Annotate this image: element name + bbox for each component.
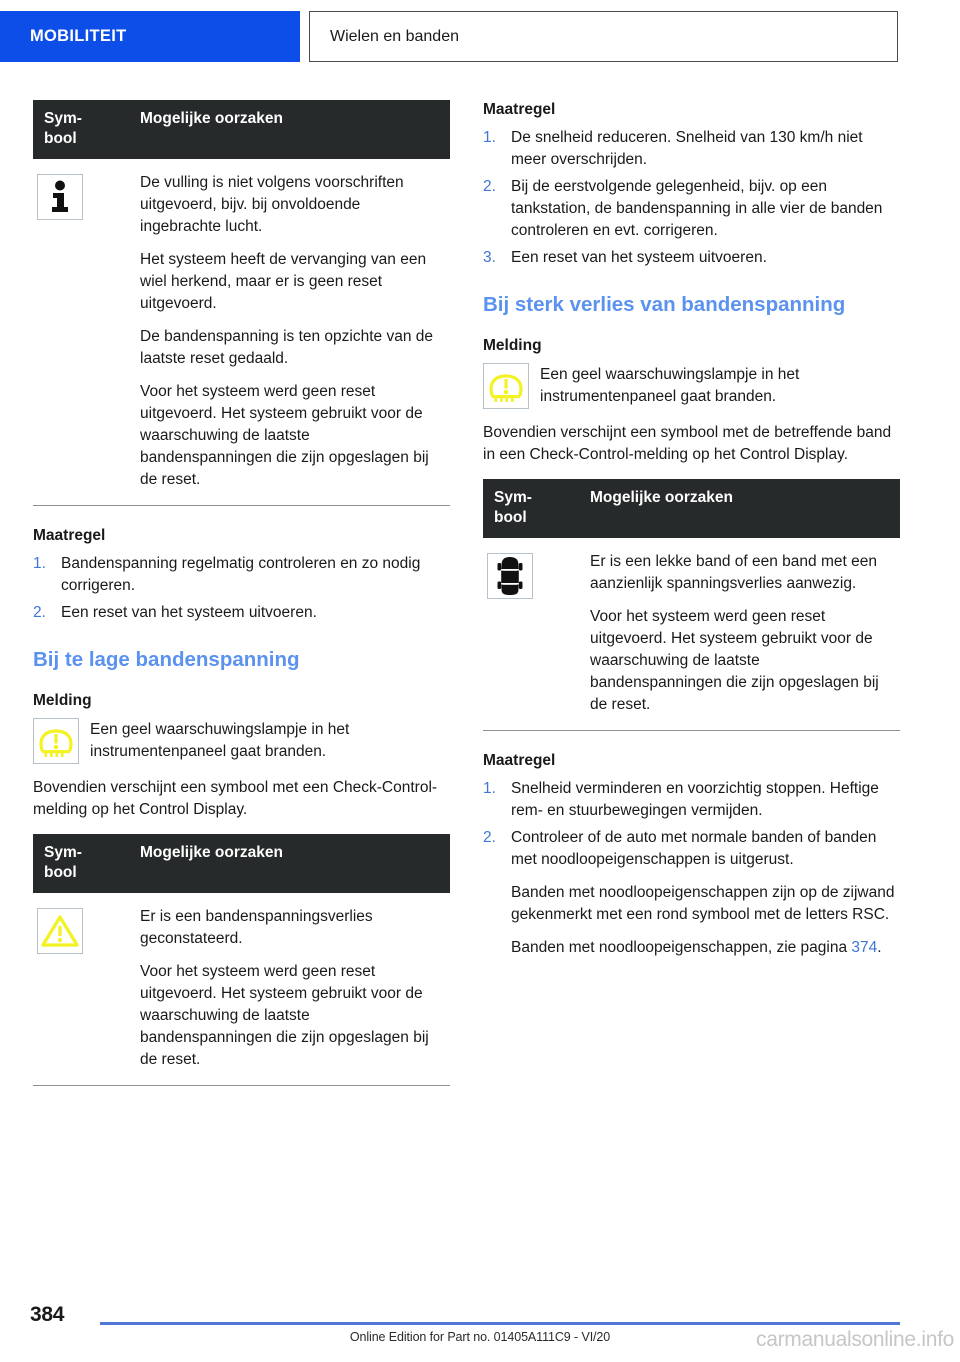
maatregel-heading: Maatregel xyxy=(483,101,556,118)
melding-heading: Melding xyxy=(483,337,542,355)
list-item xyxy=(33,553,450,597)
symbol-causes-table-2 xyxy=(33,834,450,1085)
right-column xyxy=(483,100,900,959)
left-column xyxy=(33,100,450,1086)
footer-edition-note: Online Edition for Part no. 01405A111C9 - VI/20 xyxy=(349,1330,611,1344)
list-item-number: 1. xyxy=(33,554,46,572)
maatregel-heading: Maatregel xyxy=(33,526,106,544)
symbol-causes-table-3 xyxy=(483,479,900,730)
page-reference-suffix: . xyxy=(877,939,882,957)
melding-row xyxy=(483,363,900,409)
table-row xyxy=(33,159,450,505)
symbol-causes-table-1 xyxy=(33,100,450,505)
list-item-text: Bij de eerstvolgende gelegenheid, bijv. op een tankstation, de bandenspanning in alle vier de banden controleren en evt. corrigeren. xyxy=(511,178,883,240)
cause-paragraph: Er is een bandenspanningsverlies geconstateerd. xyxy=(140,907,373,947)
list-item-number: 2. xyxy=(483,178,496,196)
header-chapter-label: MOBILITEIT xyxy=(0,11,300,62)
column-header-symbol xyxy=(33,834,130,893)
cause-paragraph: Het systeem heeft de vervanging van een wiel herkend, maar er is geen reset uitgevoerd. xyxy=(140,250,427,312)
bovendien-paragraph: Bovendien verschijnt een symbool met de betreffende band in een Check-Control-melding op het Control Display. xyxy=(483,424,892,464)
list-item-number: 2. xyxy=(483,829,496,847)
maatregel-step-list xyxy=(33,553,450,624)
list-item-number: 2. xyxy=(33,603,46,621)
list-item-text: Snelheid verminderen en voorzichtig stoppen. Heftige rem- en stuurbewegingen vermijden. xyxy=(511,780,879,820)
maatregel-step-list-2 xyxy=(483,778,900,959)
table-row xyxy=(483,538,900,730)
list-item xyxy=(483,827,900,959)
cause-paragraph: De bandenspanning is ten opzichte van de laatste reset gedaald. xyxy=(140,327,433,367)
maatregel-heading-2: Maatregel xyxy=(483,751,556,769)
symbol-cell xyxy=(483,538,580,730)
column-header-symbol xyxy=(483,479,580,538)
list-item xyxy=(483,176,900,242)
column-header-symbol-line1: Sym- xyxy=(494,489,532,507)
table-header-row xyxy=(33,834,450,893)
list-item-text: Bandenspanning regelmatig controleren en zo nodig corrigeren. xyxy=(61,554,421,594)
section-heading-strong-loss: Bij sterk verlies van bandenspanning xyxy=(483,293,846,317)
column-header-symbol-line1: Sym- xyxy=(44,843,82,861)
column-header-causes: Mogelijke oorzaken xyxy=(130,100,450,159)
header-section-title: Wielen en banden xyxy=(309,11,898,62)
page-reference-link[interactable]: 374 xyxy=(851,939,878,957)
info-icon xyxy=(37,174,83,220)
melding-heading: Melding xyxy=(33,691,92,709)
list-item-text: De snelheid reduceren. Snelheid van 130 km/h niet meer overschrijden. xyxy=(511,129,863,169)
warning-triangle-icon xyxy=(37,908,83,954)
causes-cell xyxy=(130,159,450,505)
list-item xyxy=(483,247,900,269)
table-bottom-rule xyxy=(483,730,900,731)
table-bottom-rule xyxy=(33,1085,450,1086)
tpms-warning-icon xyxy=(483,363,529,409)
column-header-symbol-line2: bool xyxy=(494,509,527,527)
list-item-number: 1. xyxy=(483,780,496,798)
tpms-warning-icon xyxy=(33,718,79,764)
causes-cell xyxy=(580,538,900,730)
table-header-row xyxy=(33,100,450,159)
melding-row xyxy=(33,718,450,764)
list-item xyxy=(483,127,900,171)
cause-paragraph: De vulling is niet volgens voorschriften uitgevoerd, bijv. bij onvoldoende ingebrachte lucht. xyxy=(140,173,404,235)
list-item-number: 1. xyxy=(483,129,496,147)
car-top-view-icon xyxy=(487,553,533,599)
cause-paragraph: Voor het systeem werd geen reset uitgevoerd. Het systeem gebruikt voor de waarschuwing de laatste bandenspanningen die zijn opgeslagen bij de reset. xyxy=(140,962,429,1068)
list-item-extra-text: Banden met noodloopeigenschappen zijn op de zijwand gekenmerkt met een rond symbool met de letters RSC. xyxy=(511,884,895,924)
list-item-number: 3. xyxy=(483,249,496,267)
bovendien-paragraph: Bovendien verschijnt een symbool met een Check-Control-melding op het Control Display. xyxy=(33,778,438,818)
column-header-symbol-line2: bool xyxy=(44,129,77,147)
column-header-causes: Mogelijke oorzaken xyxy=(130,834,450,893)
cause-paragraph: Er is een lekke band of een band met een aanzienlijk spanningsverlies aanwezig. xyxy=(590,552,877,592)
table-bottom-rule xyxy=(33,505,450,506)
symbol-cell xyxy=(33,893,130,1085)
melding-text: Een geel waarschuwingslampje in het instrumentenpaneel gaat branden. xyxy=(540,366,800,406)
watermark-label: carmanualsonline.info xyxy=(756,1328,954,1351)
cause-paragraph: Voor het systeem werd geen reset uitgevoerd. Het systeem gebruikt voor de waarschuwing de laatste bandenspanningen die zijn opgeslagen bij de reset. xyxy=(590,607,879,713)
section-heading-low-pressure: Bij te lage bandenspanning xyxy=(33,647,300,671)
column-header-symbol xyxy=(33,100,130,159)
symbol-cell xyxy=(33,159,130,505)
list-item xyxy=(483,778,900,822)
page-header xyxy=(0,11,960,62)
list-item-page-ref-line xyxy=(511,937,900,959)
list-item xyxy=(33,602,450,624)
list-item-text: Een reset van het systeem uitvoeren. xyxy=(61,603,317,621)
list-item-extra-text: Banden met noodloopeigenschappen, zie pagina xyxy=(511,939,852,957)
table-row xyxy=(33,893,450,1085)
causes-cell xyxy=(130,893,450,1085)
table-header-row xyxy=(483,479,900,538)
footer-rule xyxy=(100,1322,900,1325)
cause-paragraph: Voor het systeem werd geen reset uitgevoerd. Het systeem gebruikt voor de waarschuwing de laatste bandenspanningen die zijn opgeslagen bij de reset. xyxy=(140,382,429,488)
list-item-text: Een reset van het systeem uitvoeren. xyxy=(511,249,767,267)
melding-text: Een geel waarschuwingslampje in het instrumentenpaneel gaat branden. xyxy=(90,720,350,760)
column-header-symbol-line1: Sym- xyxy=(44,110,82,127)
page-number: 384 xyxy=(30,1303,65,1326)
maatregel-step-list xyxy=(483,127,900,269)
column-header-symbol-line2: bool xyxy=(44,863,77,881)
column-header-causes: Mogelijke oorzaken xyxy=(580,479,900,538)
list-item-text: Controleer of de auto met normale banden of banden met noodloopeigenschappen is uitgerust. xyxy=(511,829,877,869)
